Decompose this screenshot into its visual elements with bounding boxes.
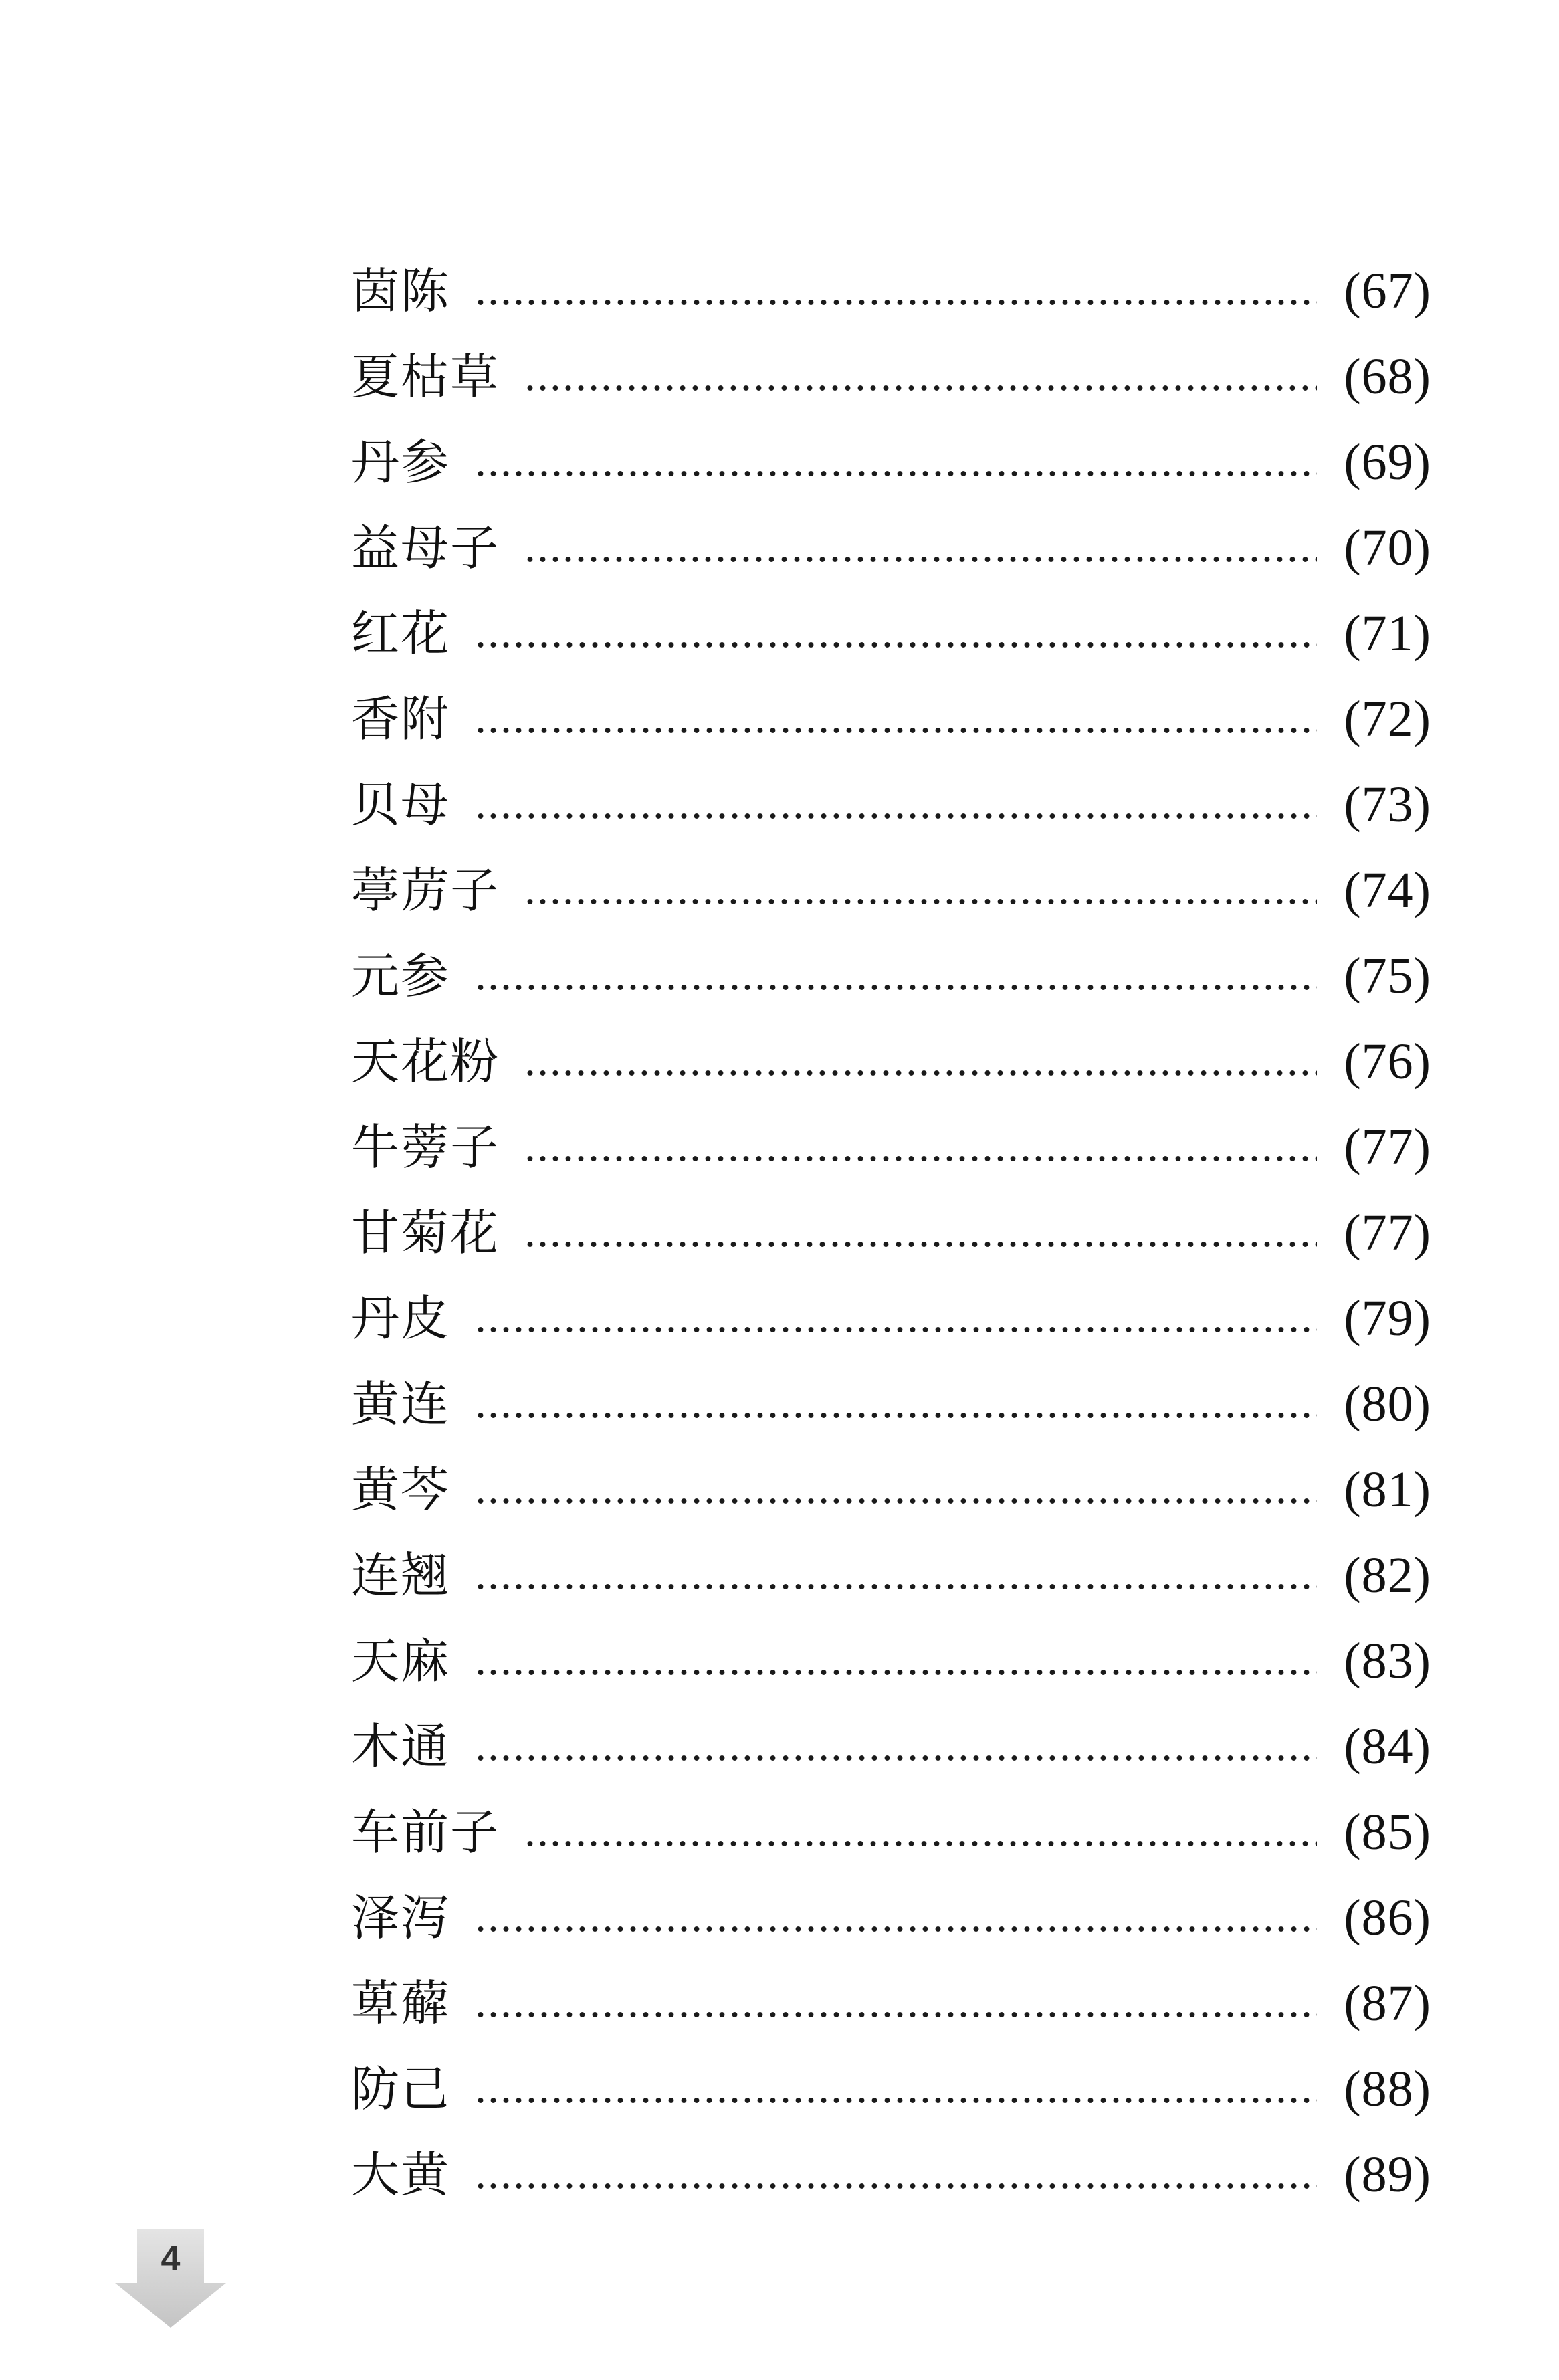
toc-entry-page: (76) <box>1344 1033 1431 1090</box>
toc-entry[interactable] <box>351 1607 1431 1693</box>
toc-entry[interactable] <box>351 1693 1431 1779</box>
toc-entry-name: 车前子 <box>351 1804 500 1860</box>
toc-entry-name: 贝母 <box>351 777 451 833</box>
toc-entry-page: (80) <box>1344 1376 1431 1432</box>
toc-entry[interactable] <box>351 2036 1431 2121</box>
toc-entry-page: (81) <box>1344 1462 1431 1518</box>
toc-entry-page: (86) <box>1344 1890 1431 1946</box>
toc-entry-page: (72) <box>1344 691 1431 747</box>
toc-entry[interactable] <box>351 1265 1431 1351</box>
dot-leader <box>474 727 1317 734</box>
toc-entry-name: 木通 <box>351 1718 451 1775</box>
dot-leader <box>474 984 1317 991</box>
toc-entry-name: 甘菊花 <box>351 1205 500 1261</box>
toc-entry[interactable] <box>351 751 1431 837</box>
toc-entry-page: (83) <box>1344 1633 1431 1689</box>
toc-entry-page: (84) <box>1344 1718 1431 1775</box>
dot-leader <box>474 1755 1317 1761</box>
dot-leader <box>474 1669 1317 1676</box>
toc-entry-page: (79) <box>1344 1290 1431 1347</box>
toc-entry[interactable] <box>351 1179 1431 1265</box>
toc-entry-page: (85) <box>1344 1804 1431 1860</box>
toc-entry-name: 牛蒡子 <box>351 1119 500 1175</box>
toc-entry[interactable] <box>351 409 1431 494</box>
toc-entry-name: 天麻 <box>351 1633 451 1689</box>
toc-entry[interactable] <box>351 237 1431 323</box>
toc-entry-name: 夏枯草 <box>351 349 500 405</box>
toc-entry-name: 防己 <box>351 2061 451 2117</box>
dot-leader <box>474 1498 1317 1504</box>
toc-entry[interactable] <box>351 2121 1431 2207</box>
toc-entry-name: 萆薢 <box>351 1975 451 2031</box>
toc-entry-name: 天花粉 <box>351 1033 500 1090</box>
dot-leader <box>524 898 1317 905</box>
toc-entry[interactable] <box>351 922 1431 1008</box>
toc-entry-page: (71) <box>1344 605 1431 662</box>
toc-entry-page: (67) <box>1344 263 1431 319</box>
dot-leader <box>474 1583 1317 1590</box>
toc-entry[interactable] <box>351 323 1431 409</box>
toc-entry-name: 黄连 <box>351 1376 451 1432</box>
table-of-contents <box>351 237 1431 2207</box>
toc-entry[interactable] <box>351 1522 1431 1607</box>
toc-entry-name: 泽泻 <box>351 1890 451 1946</box>
dot-leader <box>474 2183 1317 2189</box>
toc-entry-page: (74) <box>1344 862 1431 918</box>
toc-entry-name: 丹参 <box>351 434 451 490</box>
toc-entry-name: 元参 <box>351 948 451 1004</box>
toc-entry-name: 益母子 <box>351 520 500 576</box>
dot-leader <box>524 1070 1317 1076</box>
toc-entry-page: (73) <box>1344 777 1431 833</box>
toc-entry[interactable] <box>351 837 1431 922</box>
dot-leader <box>524 556 1317 563</box>
toc-entry[interactable] <box>351 1864 1431 1950</box>
toc-entry-name: 香附 <box>351 691 451 747</box>
dot-leader <box>474 1326 1317 1333</box>
dot-leader <box>474 641 1317 648</box>
toc-entry-page: (75) <box>1344 948 1431 1004</box>
dot-leader <box>524 1241 1317 1248</box>
toc-entry-name: 黄芩 <box>351 1462 451 1518</box>
page-number: 4 <box>161 2240 181 2278</box>
dot-leader <box>474 1412 1317 1419</box>
toc-entry-name: 大黄 <box>351 2147 451 2203</box>
toc-entry[interactable] <box>351 1779 1431 1864</box>
toc-entry[interactable] <box>351 1008 1431 1094</box>
toc-entry-page: (68) <box>1344 349 1431 405</box>
toc-entry-name: 红花 <box>351 605 451 662</box>
dot-leader <box>474 299 1317 306</box>
toc-entry-page: (87) <box>1344 1975 1431 2031</box>
dot-leader <box>524 1840 1317 1847</box>
toc-entry-name: 丹皮 <box>351 1290 451 1347</box>
toc-entry[interactable] <box>351 1351 1431 1436</box>
toc-entry-page: (89) <box>1344 2147 1431 2203</box>
dot-leader <box>474 813 1317 819</box>
dot-leader <box>524 385 1317 391</box>
toc-entry[interactable] <box>351 1950 1431 2036</box>
toc-entry-name: 茵陈 <box>351 263 451 319</box>
toc-entry[interactable] <box>351 1094 1431 1179</box>
toc-entry-page: (82) <box>1344 1547 1431 1603</box>
toc-entry[interactable] <box>351 666 1431 751</box>
dot-leader <box>474 2097 1317 2104</box>
toc-entry-page: (88) <box>1344 2061 1431 2117</box>
toc-entry-page: (77) <box>1344 1119 1431 1175</box>
toc-entry[interactable] <box>351 580 1431 666</box>
toc-entry-name: 葶苈子 <box>351 862 500 918</box>
dot-leader <box>474 470 1317 477</box>
page-number-marker <box>107 2224 234 2331</box>
dot-leader <box>474 2011 1317 2018</box>
dot-leader <box>524 1155 1317 1162</box>
toc-entry-name: 连翘 <box>351 1547 451 1603</box>
toc-entry[interactable] <box>351 494 1431 580</box>
toc-entry[interactable] <box>351 1436 1431 1522</box>
dot-leader <box>474 1926 1317 1932</box>
toc-entry-page: (77) <box>1344 1205 1431 1261</box>
toc-entry-page: (69) <box>1344 434 1431 490</box>
toc-entry-page: (70) <box>1344 520 1431 576</box>
